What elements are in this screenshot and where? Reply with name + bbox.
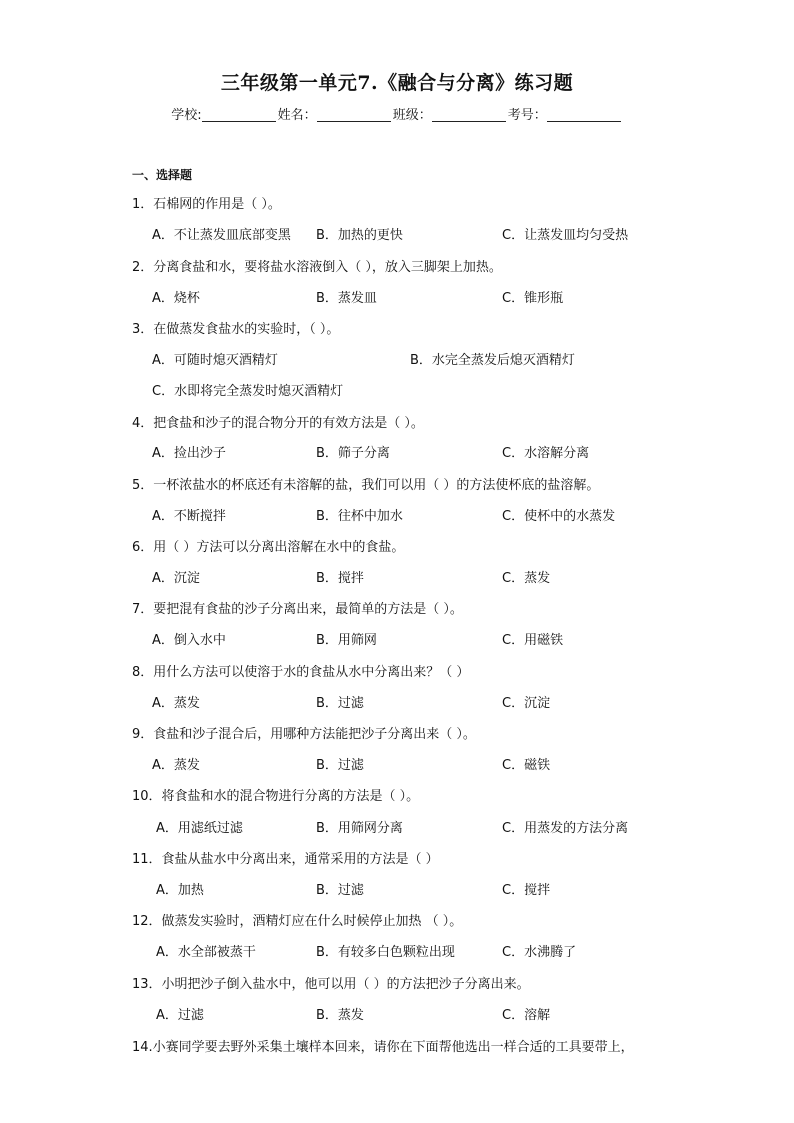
q8-option-c[interactable]: C．沉淀 [502, 696, 551, 711]
q3-option-b[interactable]: B．水完全蒸发后熄灭酒精灯 [410, 353, 575, 368]
q10-option-c[interactable]: C．用蒸发的方法分离 [502, 821, 629, 836]
q2-option-a[interactable]: A．烧杯 [152, 291, 200, 306]
q11-option-a[interactable]: A．加热 [156, 883, 204, 898]
q7-option-c[interactable]: C．用磁铁 [502, 633, 564, 648]
question-13: 13．小明把沙子倒入盐水中，他可以用（ ）的方法把沙子分离出来。 [132, 977, 530, 992]
question-7: 7．要把混有食盐的沙子分离出来，最简单的方法是（ ）。 [132, 602, 463, 617]
q6-option-c[interactable]: C．蒸发 [502, 571, 551, 586]
q13-option-a[interactable]: A．过滤 [156, 1008, 204, 1023]
q11-option-b[interactable]: B．过滤 [316, 883, 364, 898]
q4-option-c[interactable]: C．水溶解分离 [502, 446, 590, 461]
q6-option-b[interactable]: B．搅拌 [316, 571, 364, 586]
q8-option-b[interactable]: B．过滤 [316, 696, 364, 711]
q5-option-c[interactable]: C．使杯中的水蒸发 [502, 509, 616, 524]
q5-option-b[interactable]: B．往杯中加水 [316, 509, 403, 524]
exam-no-label: 考号： [507, 108, 547, 123]
question-4: 4．把食盐和沙子的混合物分开的有效方法是（ ）。 [132, 416, 424, 431]
school-blank[interactable] [202, 107, 276, 122]
q5-option-a[interactable]: A．不断搅拌 [152, 509, 226, 524]
question-12: 12．做蒸发实验时，酒精灯应在什么时候停止加热 （ ）。 [132, 914, 463, 929]
name-label: 姓名： [277, 108, 317, 123]
question-9: 9．食盐和沙子混合后，用哪种方法能把沙子分离出来（ ）。 [132, 727, 476, 742]
q4-option-a[interactable]: A．捡出沙子 [152, 446, 226, 461]
question-1: 1．石棉网的作用是（ ）。 [132, 197, 281, 212]
question-10: 10．将食盐和水的混合物进行分离的方法是（ ）。 [132, 789, 420, 804]
question-14: 14.小赛同学要去野外采集土壤样本回来，请你在下面帮他选出一样合适的工具要带上， [132, 1040, 634, 1055]
q1-option-b[interactable]: B．加热的更快 [316, 228, 403, 243]
q7-option-a[interactable]: A．倒入水中 [152, 633, 226, 648]
class-label: 班级： [392, 108, 432, 123]
q4-option-b[interactable]: B．筛子分离 [316, 446, 390, 461]
q13-option-b[interactable]: B．蒸发 [316, 1008, 364, 1023]
question-5: 5．一杯浓盐水的杯底还有未溶解的盐，我们可以用（ ）的方法使杯底的盐溶解。 [132, 478, 600, 493]
q7-option-b[interactable]: B．用筛网 [316, 633, 377, 648]
q3-option-a[interactable]: A．可随时熄灭酒精灯 [152, 353, 278, 368]
q9-option-c[interactable]: C．磁铁 [502, 758, 551, 773]
q3-option-c[interactable]: C．水即将完全蒸发时熄灭酒精灯 [152, 384, 344, 399]
q12-option-a[interactable]: A．水全部被蒸干 [156, 945, 256, 960]
q2-option-b[interactable]: B．蒸发皿 [316, 291, 377, 306]
q13-option-c[interactable]: C．溶解 [502, 1008, 551, 1023]
q1-option-c[interactable]: C．让蒸发皿均匀受热 [502, 228, 629, 243]
section-heading: 一、选择题 [132, 168, 193, 182]
question-3: 3．在做蒸发食盐水的实验时，（ ）。 [132, 322, 340, 337]
school-label: 学校: [171, 108, 202, 123]
question-6: 6．用（ ）方法可以分离出溶解在水中的食盐。 [132, 540, 405, 555]
question-8: 8．用什么方法可以使溶于水的食盐从水中分离出来？（ ） [132, 665, 470, 680]
q10-option-b[interactable]: B．用筛网分离 [316, 821, 403, 836]
name-blank[interactable] [317, 107, 391, 122]
page-title: 三年级第一单元7.《融合与分离》练习题 [220, 72, 574, 94]
q12-option-c[interactable]: C．水沸腾了 [502, 945, 577, 960]
class-blank[interactable] [432, 107, 506, 122]
q10-option-a[interactable]: A．用滤纸过滤 [156, 821, 243, 836]
question-2: 2．分离食盐和水，要将盐水溶液倒入（ ），放入三脚架上加热。 [132, 260, 502, 275]
exam-no-blank[interactable] [547, 107, 621, 122]
q1-option-a[interactable]: A．不让蒸发皿底部变黑 [152, 228, 291, 243]
q11-option-c[interactable]: C．搅拌 [502, 883, 551, 898]
question-11: 11．食盐从盐水中分离出来，通常采用的方法是（ ） [132, 852, 439, 867]
student-info-line [0, 104, 794, 123]
q8-option-a[interactable]: A．蒸发 [152, 696, 200, 711]
q9-option-a[interactable]: A．蒸发 [152, 758, 200, 773]
q2-option-c[interactable]: C．锥形瓶 [502, 291, 564, 306]
q9-option-b[interactable]: B．过滤 [316, 758, 364, 773]
q12-option-b[interactable]: B．有较多白色颗粒出现 [316, 945, 455, 960]
q6-option-a[interactable]: A．沉淀 [152, 571, 200, 586]
